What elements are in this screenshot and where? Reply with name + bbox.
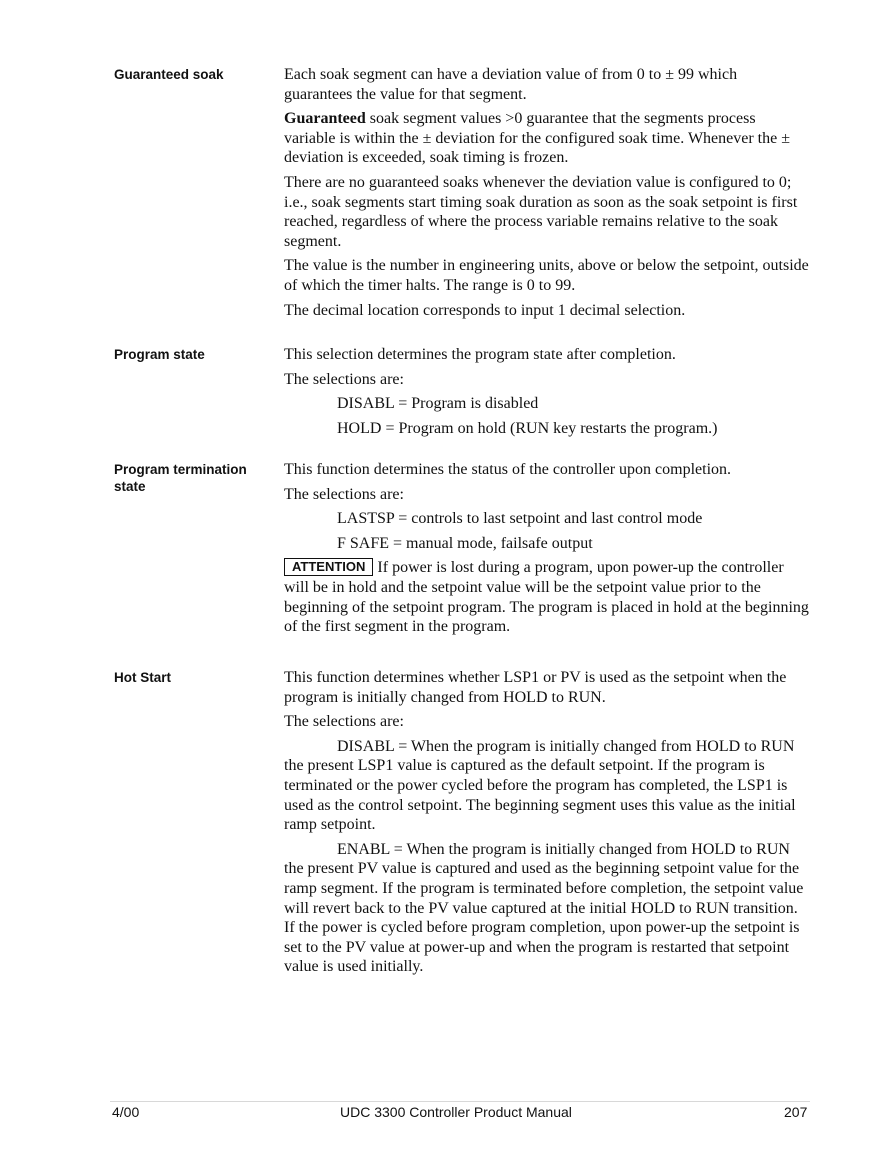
paragraph: This selection determines the program state after completion. (284, 346, 676, 363)
section-body (284, 668, 809, 982)
footer-title: UDC 3300 Controller Product Manual (340, 1104, 572, 1120)
bold-lead: Guaranteed (284, 110, 366, 128)
page-number: 207 (784, 1104, 808, 1120)
attention-note (284, 558, 809, 636)
section-body (284, 345, 809, 443)
attention-text: If power is lost during a program, upon power-up the controller will be in hold and the setpoint value will be the setpoint value prior to the beginning of the setpoint program. The program is placed in hold at the beginning of the first segment in the program. (284, 559, 809, 636)
paragraph: The value is the number in engineering units, above or below the setpoint, outside of which the timer halts. The range is 0 to 99. (284, 257, 809, 294)
section-body (284, 460, 809, 642)
section-label: Program state (114, 347, 205, 362)
paragraph: The selections are: (284, 713, 404, 731)
paragraph: The selections are: (284, 485, 404, 503)
selection-item: DISABL = When the program is initially changed from HOLD to RUN the present LSP1 value is captured as the default setpoint. If the program is terminated or the power cycled before the program has completed, the LSP1 is used as the control setpoint. The beginning segment uses this value as the initial ramp setpoint. (284, 737, 796, 834)
paragraph: This function determines whether LSP1 or PV is used as the setpoint when the program is initially changed from HOLD to RUN. (284, 669, 787, 706)
section-label: Program termination state (114, 462, 247, 494)
paragraph: This function determines the status of the controller upon completion. (284, 461, 732, 478)
footer-date: 4/00 (112, 1104, 140, 1120)
section-label: Hot Start (114, 670, 171, 685)
selection-item: F SAFE = manual mode, failsafe output (337, 534, 593, 552)
paragraph-text: soak segment values >0 guarantee that the segments process variable is within the ± deviation for the configured soak time. Whenever the ± deviation is exceeded, soak timing is frozen. (284, 110, 790, 167)
footer-divider (110, 1101, 810, 1102)
selection-item: DISABL = Program is disabled (337, 395, 539, 413)
section-label: Guaranteed soak (114, 67, 224, 82)
paragraph: Each soak segment can have a deviation value of from 0 to ± 99 which guarantees the value for that segment. (284, 66, 738, 103)
selection-item: HOLD = Program on hold (RUN key restarts the program.) (337, 419, 718, 437)
paragraph (284, 109, 809, 168)
selection-item: ENABL = When the program is initially changed from HOLD to RUN the present PV value is captured and used as the beginning setpoint value for the ramp segment. If the program is terminated before completion, the setpoint value will revert back to the PV value captured at the initial HOLD to RUN transition. If the power is cycled before program completion, upon power-up the setpoint is set to the PV value at power-up and when the program is restarted that setpoint value is used initially. (284, 840, 804, 976)
paragraph: There are no guaranteed soaks whenever the deviation value is configured to 0; i.e., soak segments start timing soak duration as soon as the soak setpoint is first reached, regardless of where the process variable remains relative to the soak segment. (284, 173, 798, 250)
paragraph: The decimal location corresponds to input 1 decimal selection. (284, 301, 686, 319)
section-body (284, 65, 809, 325)
selection-item: LASTSP = controls to last setpoint and last control mode (337, 510, 703, 528)
attention-badge: ATTENTION (284, 558, 373, 576)
paragraph: The selections are: (284, 370, 404, 388)
